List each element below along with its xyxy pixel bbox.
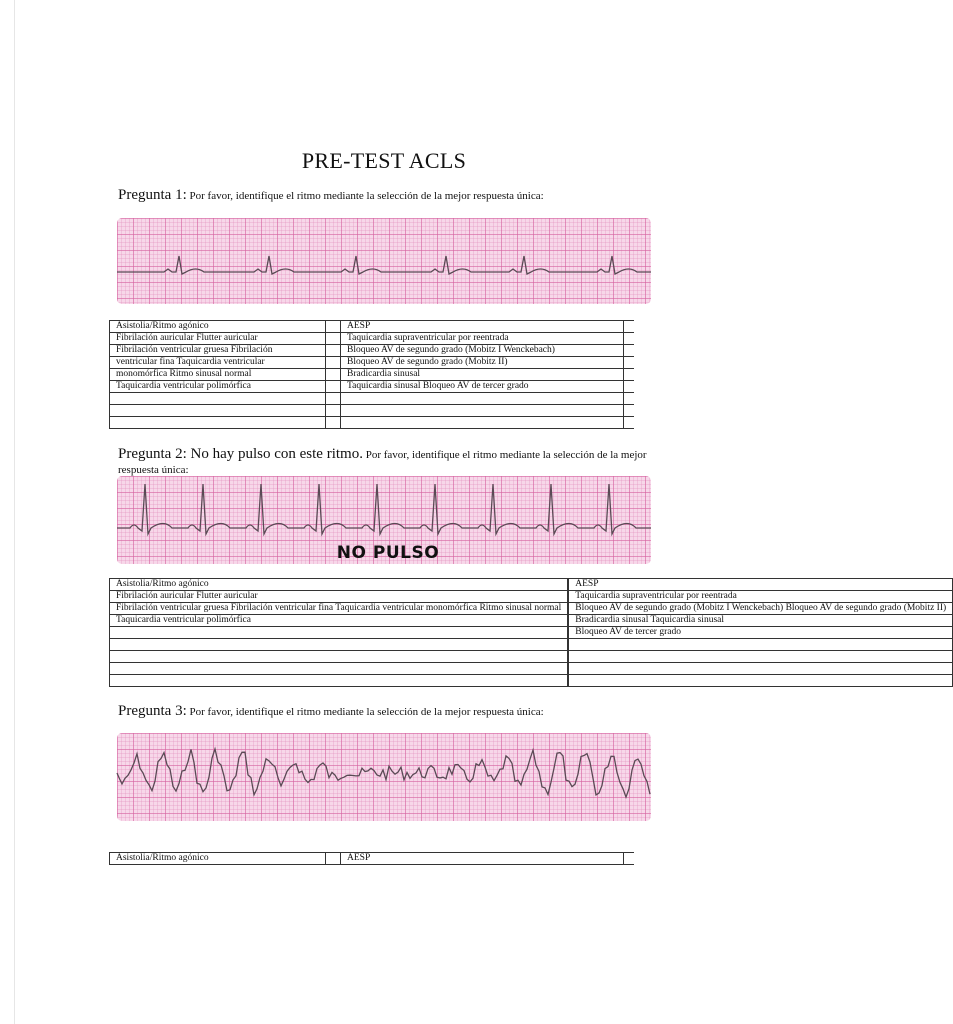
question-3: [118, 704, 658, 720]
answer-option-left: [110, 627, 568, 639]
answer-check-cell[interactable]: [624, 333, 635, 345]
answer-option-left: Fibrilación ventricular gruesa Fibrilación: [110, 345, 326, 357]
question-1-text: Por favor, identifique el ritmo mediante la selección de la mejor respuesta única:: [186, 190, 544, 202]
ecg-waveform: [117, 256, 651, 274]
answer-check-cell[interactable]: [326, 853, 341, 865]
answer-option-right: Taquicardia supraventricular por reentrada: [341, 333, 624, 345]
table-row: [110, 615, 953, 627]
answer-check-cell[interactable]: [624, 321, 635, 333]
answer-check-cell[interactable]: [624, 369, 635, 381]
answer-option-right: Bloqueo AV de segundo grado (Mobitz I Wenckebach): [341, 345, 624, 357]
answer-check-cell[interactable]: [326, 333, 341, 345]
answer-option-right: Bloqueo AV de tercer grado: [569, 627, 953, 639]
answer-option-right: [569, 639, 953, 651]
answer-option-left: Asistolia/Ritmo agónico: [110, 853, 326, 865]
answer-check-cell[interactable]: [624, 417, 635, 429]
answer-option-left: [110, 651, 568, 663]
answer-option-right: AESP: [569, 579, 953, 591]
table-row: [110, 853, 635, 865]
table-row: [110, 405, 635, 417]
answer-option-left: ventricular fina Taquicardia ventricular: [110, 357, 326, 369]
answer-option-left: Taquicardia ventricular polimórfica: [110, 615, 568, 627]
table-row: [110, 603, 953, 615]
table-row: [110, 369, 635, 381]
answer-check-cell[interactable]: [326, 369, 341, 381]
question-1-label: Pregunta 1:: [118, 187, 187, 203]
table-row: [110, 675, 953, 687]
table-row: [110, 321, 635, 333]
answer-check-cell[interactable]: [624, 405, 635, 417]
question-3-text: Por favor, identifique el ritmo mediante la selección de la mejor respuesta única:: [186, 706, 544, 718]
ecg-trace-1: [117, 218, 651, 304]
question-2-label: Pregunta 2: No hay pulso con este ritmo.: [118, 446, 363, 462]
answer-option-right: Taquicardia sinusal Bloqueo AV de tercer grado: [341, 381, 624, 393]
table-row: [110, 639, 953, 651]
answer-check-cell[interactable]: [326, 357, 341, 369]
table-row: [110, 393, 635, 405]
answer-option-left: [110, 663, 568, 675]
answer-table-2: [109, 578, 953, 687]
answer-option-right: Bradicardia sinusal: [341, 369, 624, 381]
answer-table-3: [109, 852, 634, 865]
answer-option-right: Bloqueo AV de segundo grado (Mobitz II): [341, 357, 624, 369]
answer-check-cell[interactable]: [326, 417, 341, 429]
question-2: [118, 447, 658, 478]
answer-check-cell[interactable]: [326, 405, 341, 417]
answer-option-right: [341, 405, 624, 417]
answer-check-cell[interactable]: [624, 357, 635, 369]
ecg-waveform: [117, 749, 650, 797]
answer-option-left: Asistolia/Ritmo agónico: [110, 579, 568, 591]
answer-check-cell[interactable]: [624, 853, 635, 865]
answer-option-left: Taquicardia ventricular polimórfica: [110, 381, 326, 393]
answer-option-left: [110, 417, 326, 429]
table-row: [110, 591, 953, 603]
ecg-strip-1: [117, 218, 651, 304]
answer-check-cell[interactable]: [326, 393, 341, 405]
table-row: [110, 417, 635, 429]
answer-option-right: AESP: [341, 853, 624, 865]
answer-option-left: Fibrilación ventricular gruesa Fibrilación ventricular fina Taquicardia ventricular monomórfica Ritmo sinusal normal: [110, 603, 568, 615]
question-2-text: Por favor, identifique el ritmo mediante la selección de la mejor respuesta única:: [118, 449, 647, 476]
table-row: [110, 579, 953, 591]
answer-option-right: [341, 417, 624, 429]
answer-check-cell[interactable]: [624, 393, 635, 405]
answer-option-left: Fibrilación auricular Flutter auricular: [110, 591, 568, 603]
answer-option-right: [569, 651, 953, 663]
table-row: [110, 627, 953, 639]
question-1: [118, 188, 658, 204]
answer-option-left: [110, 675, 568, 687]
answer-option-left: [110, 639, 568, 651]
answer-option-left: [110, 405, 326, 417]
no-pulse-label: NO PULSO: [336, 543, 440, 563]
answer-option-right: [569, 663, 953, 675]
ecg-waveform: [117, 484, 651, 534]
table-row: [110, 333, 635, 345]
answer-check-cell[interactable]: [326, 345, 341, 357]
page-title: PRE-TEST ACLS: [301, 148, 467, 173]
answer-option-right: Bloqueo AV de segundo grado (Mobitz I Wenckebach) Bloqueo AV de segundo grado (Mobitz II): [569, 603, 953, 615]
answer-check-cell[interactable]: [326, 381, 341, 393]
answer-check-cell[interactable]: [624, 381, 635, 393]
answer-option-left: Fibrilación auricular Flutter auricular: [110, 333, 326, 345]
answer-check-cell[interactable]: [326, 321, 341, 333]
table-row: [110, 663, 953, 675]
ecg-strip-3: [117, 733, 651, 821]
answer-option-left: Asistolia/Ritmo agónico: [110, 321, 326, 333]
question-3-label: Pregunta 3:: [118, 703, 187, 719]
table-row: [110, 381, 635, 393]
answer-table-1: [109, 320, 634, 429]
answer-option-right: AESP: [341, 321, 624, 333]
answer-option-right: Bradicardia sinusal Taquicardia sinusal: [569, 615, 953, 627]
answer-check-cell[interactable]: [624, 345, 635, 357]
table-row: [110, 357, 635, 369]
answer-option-left: monomórfica Ritmo sinusal normal: [110, 369, 326, 381]
answer-option-right: Taquicardia supraventricular por reentrada: [569, 591, 953, 603]
table-row: [110, 651, 953, 663]
answer-option-right: [341, 393, 624, 405]
ecg-trace-3: [117, 733, 651, 821]
answer-option-right: [569, 675, 953, 687]
table-row: [110, 345, 635, 357]
answer-option-left: [110, 393, 326, 405]
